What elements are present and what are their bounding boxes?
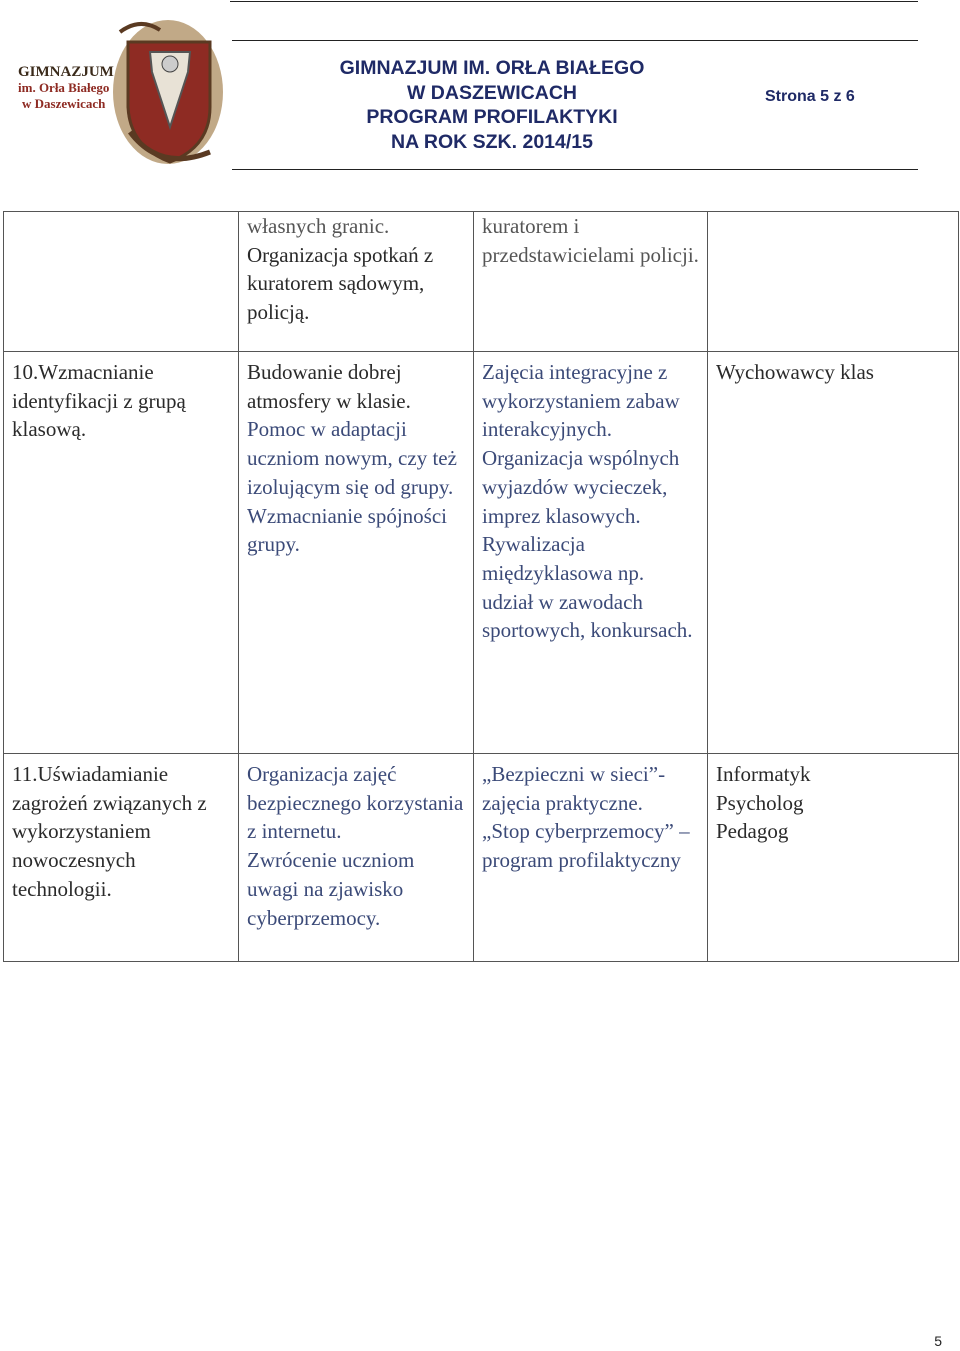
responsible-cell xyxy=(708,212,959,352)
school-name: GIMNAZJUM IM. ORŁA BIAŁEGO xyxy=(339,57,645,79)
method-text: Rywalizacja międzyklasowa np. udział w zawodach sportowych, konkursach. xyxy=(482,532,693,643)
program-table xyxy=(3,211,959,962)
page-number: 5 xyxy=(934,1333,942,1349)
table-row xyxy=(4,754,959,962)
methods-cell xyxy=(474,352,708,754)
task-text: Wzmacnianie spójności grupy. xyxy=(247,503,448,557)
goal-cell xyxy=(4,212,239,352)
tasks-cell xyxy=(239,212,474,352)
methods-cell xyxy=(474,754,708,962)
responsible-cell xyxy=(708,754,959,962)
header-rule-title-upper xyxy=(232,40,918,41)
task-text: Organizacja spotkań z kuratorem sądowym, policją. xyxy=(247,242,434,325)
school-year: NA ROK SZK. 2014/15 xyxy=(391,130,593,153)
page-label: Strona 5 z 6 xyxy=(765,88,855,105)
program-name: PROGRAM PROFILAKTYKI xyxy=(366,106,618,128)
method-text: „Stop cyberprzemocy” – program profilaktyczny xyxy=(482,819,690,873)
svg-text:GIMNAZJUM: GIMNAZJUM xyxy=(18,64,114,80)
svg-text:w Daszewicach: w Daszewicach xyxy=(22,96,106,111)
task-text: Pomoc w adaptacji uczniom nowym, czy też izolującym się od grupy. xyxy=(247,417,457,499)
method-text: kuratorem i przedstawicielami policji. xyxy=(482,214,699,267)
task-text: Budowanie dobrej atmosfery w klasie. xyxy=(247,360,411,413)
responsible-text: Psycholog xyxy=(716,790,804,815)
responsible-text: Pedagog xyxy=(716,819,789,844)
school-location: W DASZEWICACH xyxy=(406,81,578,104)
responsible-cell xyxy=(708,352,959,754)
methods-cell xyxy=(474,212,708,352)
task-text: Zwrócenie uczniom uwagi na zjawisko cyberprzemocy. xyxy=(247,848,415,930)
task-text: Organizacja zajęć bezpiecznego korzystania z internetu. xyxy=(247,762,464,844)
goal-text: 11.Uświadamianie zagrożeń związanych z wykorzystaniem nowoczesnych technologii. xyxy=(12,762,207,901)
tasks-cell xyxy=(239,754,474,962)
goal-cell xyxy=(4,352,239,754)
school-logo xyxy=(10,12,225,170)
goal-text: 10.Wzmacnianie identyfikacji z grupą klasową. xyxy=(12,360,186,442)
method-text: Organizacja wspólnych wyjazdów wycieczek, imprez klasowych. xyxy=(482,446,680,528)
method-text: „Bezpieczni w sieci”- zajęcia praktyczne. xyxy=(482,762,666,815)
table-row xyxy=(4,352,959,754)
table-row xyxy=(4,212,959,352)
svg-text:im. Orła Białego: im. Orła Białego xyxy=(18,80,110,95)
header-top-rule xyxy=(230,1,918,2)
task-text: własnych granic. xyxy=(247,214,390,238)
responsible-text: Informatyk xyxy=(716,762,811,786)
tasks-cell xyxy=(239,352,474,754)
responsible-text: Wychowawcy klas xyxy=(716,360,874,384)
method-text: Zajęcia integracyjne z wykorzystaniem zabaw interakcyjnych. xyxy=(482,360,680,442)
header-rule-bottom xyxy=(232,169,918,170)
goal-cell xyxy=(4,754,239,962)
